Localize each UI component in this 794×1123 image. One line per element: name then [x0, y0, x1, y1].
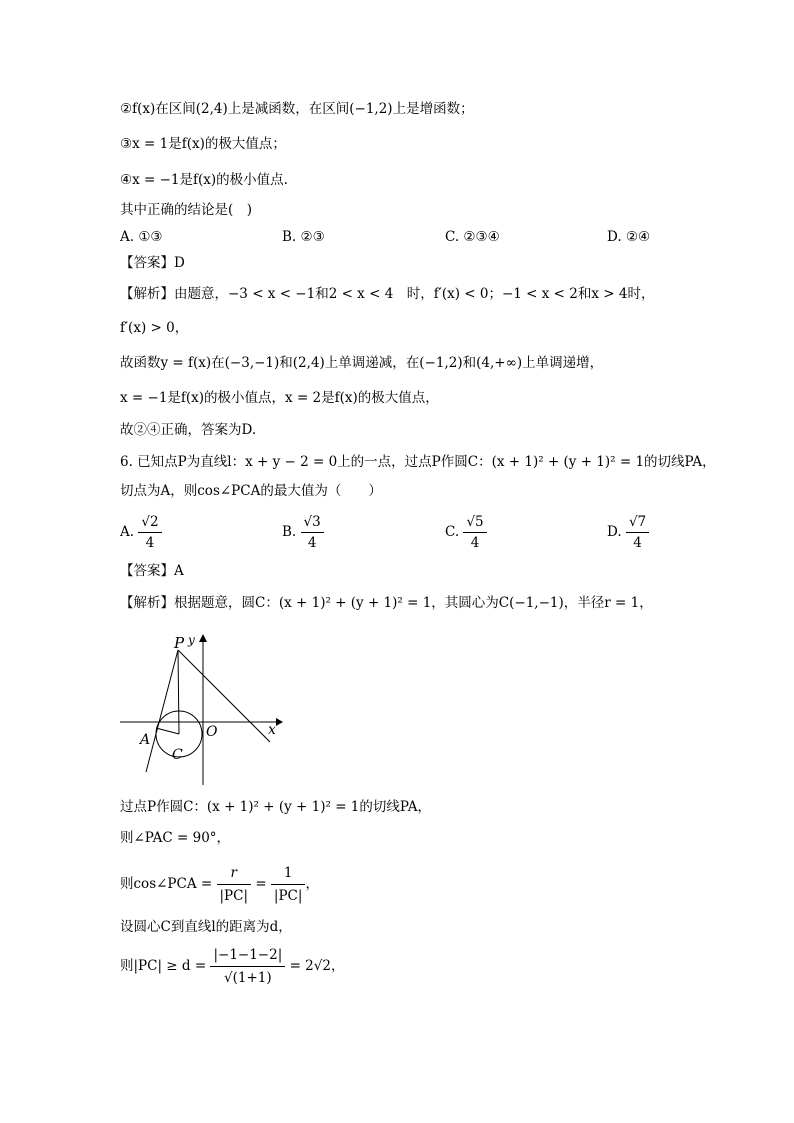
x-axis-arrow: [276, 718, 283, 726]
text-line: ③x = 1是f(x)的极大值点；: [120, 136, 286, 152]
option-c: C. ②③④: [445, 229, 500, 245]
text-line: 切点为A，则cos∠PCA的最大值为（ ）: [120, 483, 382, 499]
label-a: A: [140, 732, 151, 748]
text-line: ②f(x)在区间(2,4)上是减函数，在区间(−1,2)上是增函数；: [120, 101, 474, 117]
equation-distance: 则|PC| ≥ d = $\frac{|-1-1-2|}{√(1+1)}$ = 2√2，: [120, 944, 344, 989]
answer-line: 【答案】A: [120, 563, 184, 579]
option-b: B. ②③: [282, 229, 325, 245]
text-line: 【解析】由题意，−3 < x < −1和2 < x < 4 时，f′(x) < 0；−1 < x < 2和x > 4时，: [120, 286, 655, 302]
text-line: 则∠PAC = 90°，: [120, 830, 231, 846]
label-p: P: [174, 634, 185, 652]
text-line: ④x = −1是f(x)的极小值点.: [120, 172, 288, 188]
y-axis-arrow: [199, 634, 207, 642]
text-line: x = −1是f(x)的极小值点，x = 2是f(x)的极大值点，: [120, 390, 439, 406]
document-page: [120, 0, 716, 1123]
option-c: C. $\frac{√5}{4}$: [445, 512, 487, 553]
line-l: [178, 650, 270, 742]
option-d: D. $\frac{√7}{4}$: [607, 512, 649, 553]
text-line: 过点P作圆C：(x + 1)² + (y + 1)² = 1的切线PA，: [120, 799, 431, 815]
text-line: 设圆心C到直线l的距离为d，: [120, 919, 292, 935]
text-line: 其中正确的结论是( ): [120, 202, 253, 218]
label-c: C: [172, 747, 183, 763]
answer-line: 【答案】D: [120, 255, 185, 271]
text-line: f′(x) > 0，: [120, 320, 189, 336]
option-a: A. ①③: [120, 229, 163, 245]
segment-pc: [178, 650, 179, 734]
tangent-figure: [120, 630, 290, 790]
text-line: 故②④正确，答案为D.: [120, 422, 257, 438]
option-d: D. ②④: [607, 229, 651, 245]
label-o: O: [206, 724, 218, 740]
question-6: 6. 已知点P为直线l：x + y − 2 = 0上的一点，过点P作圆C：(x + 1)² + (y + 1)² = 1的切线PA，: [120, 454, 716, 470]
text-line: 故函数y = f(x)在(−3,−1)和(2,4)上单调递减，在(−1,2)和(4,+∞)上单调递增，: [120, 355, 604, 371]
option-b: B. $\frac{√3}{4}$: [282, 512, 324, 553]
label-x: x: [268, 722, 276, 738]
text-line: 【解析】根据题意，圆C：(x + 1)² + (y + 1)² = 1，其圆心为C(−1,−1)，半径r = 1，: [120, 595, 653, 611]
label-y: y: [188, 633, 195, 647]
option-a: A. $\frac{√2}{4}$: [120, 512, 162, 553]
equation-cos: 则cos∠PCA = $\frac{r}{|PC|}$ = $\frac{1}{|PC|}$ ，: [120, 862, 319, 907]
segment-ac: [156, 728, 179, 734]
